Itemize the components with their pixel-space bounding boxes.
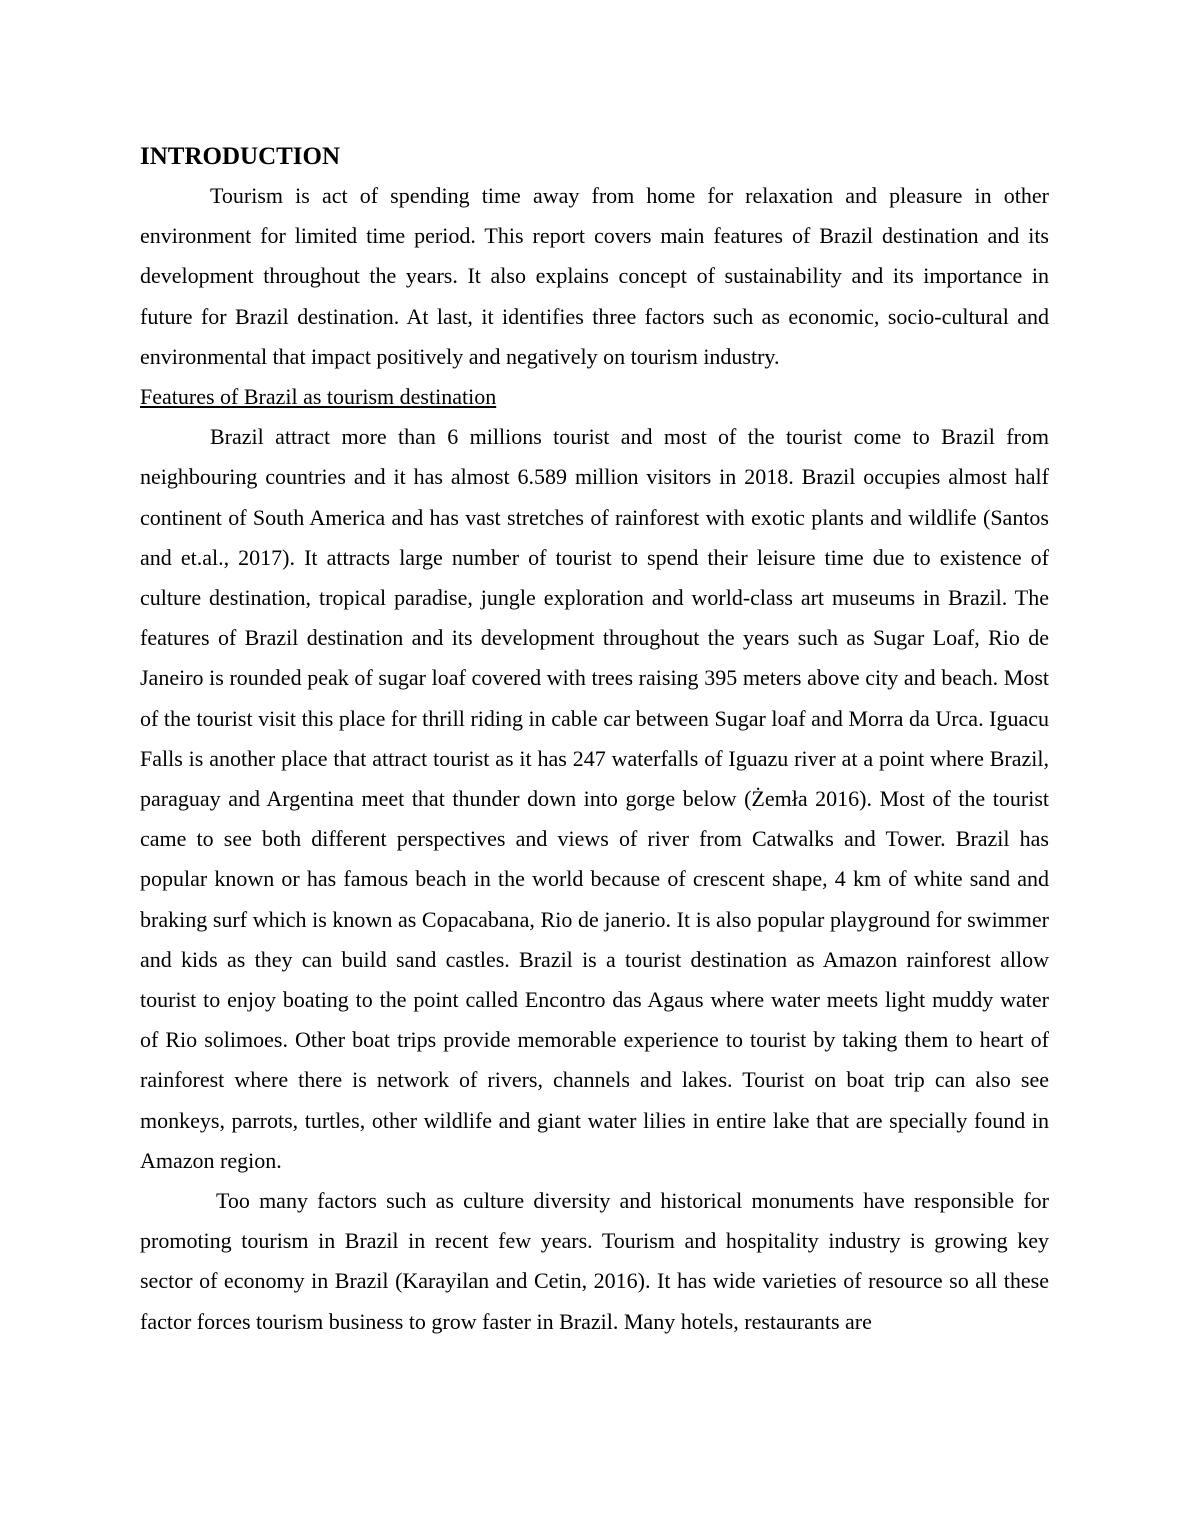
subsection-heading: Features of Brazil as tourism destination	[140, 384, 497, 410]
document-page	[140, 138, 1049, 1342]
section-heading: INTRODUCTION	[140, 143, 341, 170]
factors-paragraph: Too many factors such as culture diversity and historical monuments have responsible for promoting tourism in Brazil in recent few years. Tourism and hospitality industry is growing key sector of economy in Brazil (Karayilan and Cetin, 2016). It has wide varieties of resource so all these factor forces tourism business to grow faster in Brazil. Many hotels, restaurants are	[140, 1188, 1049, 1334]
intro-paragraph: Tourism is act of spending time away from home for relaxation and pleasure in other environment for limited time period. This report covers main features of Brazil destination and its development throughout the years. It also explains concept of sustainability and its importance in future for Brazil destination. At last, it identifies three factors such as economic, socio-cultural and environmental that impact positively and negatively on tourism industry.	[140, 183, 1049, 369]
features-paragraph: Brazil attract more than 6 millions tourist and most of the tourist come to Brazil from neighbouring countries and it has almost 6.589 million visitors in 2018. Brazil occupies almost half continent of South America and has vast stretches of rainforest with exotic plants and wildlife (Santos and et.al., 2017). It attracts large number of tourist to spend their leisure time due to existence of culture destination, tropical paradise, jungle exploration and world-class art museums in Brazil. The features of Brazil destination and its development throughout the years such as Sugar Loaf, Rio de Janeiro is rounded peak of sugar loaf covered with trees raising 395 meters above city and beach. Most of the tourist visit this place for thrill riding in cable car between Sugar loaf and Morra da Urca. Iguacu Falls is another place that attract tourist as it has 247 waterfalls of Iguazu river at a point where Brazil, paraguay and Argentina meet that thunder down into gorge below (Żemła 2016). Most of the tourist came to see both different perspectives and views of river from Catwalks and Tower. Brazil has popular known or has famous beach in the world because of crescent shape, 4 km of white sand and braking surf which is known as Copacabana, Rio de janerio. It is also popular playground for swimmer and kids as they can build sand castles. Brazil is a tourist destination as Amazon rainforest allow tourist to enjoy boating to the point called Encontro das Agaus where water meets light muddy water of Rio solimoes. Other boat trips provide memorable experience to tourist by taking them to heart of rainforest where there is network of rivers, channels and lakes. Tourist on boat trip can also see monkeys, parrots, turtles, other wildlife and giant water lilies in entire lake that are specially found in Amazon region.	[140, 424, 1049, 1173]
